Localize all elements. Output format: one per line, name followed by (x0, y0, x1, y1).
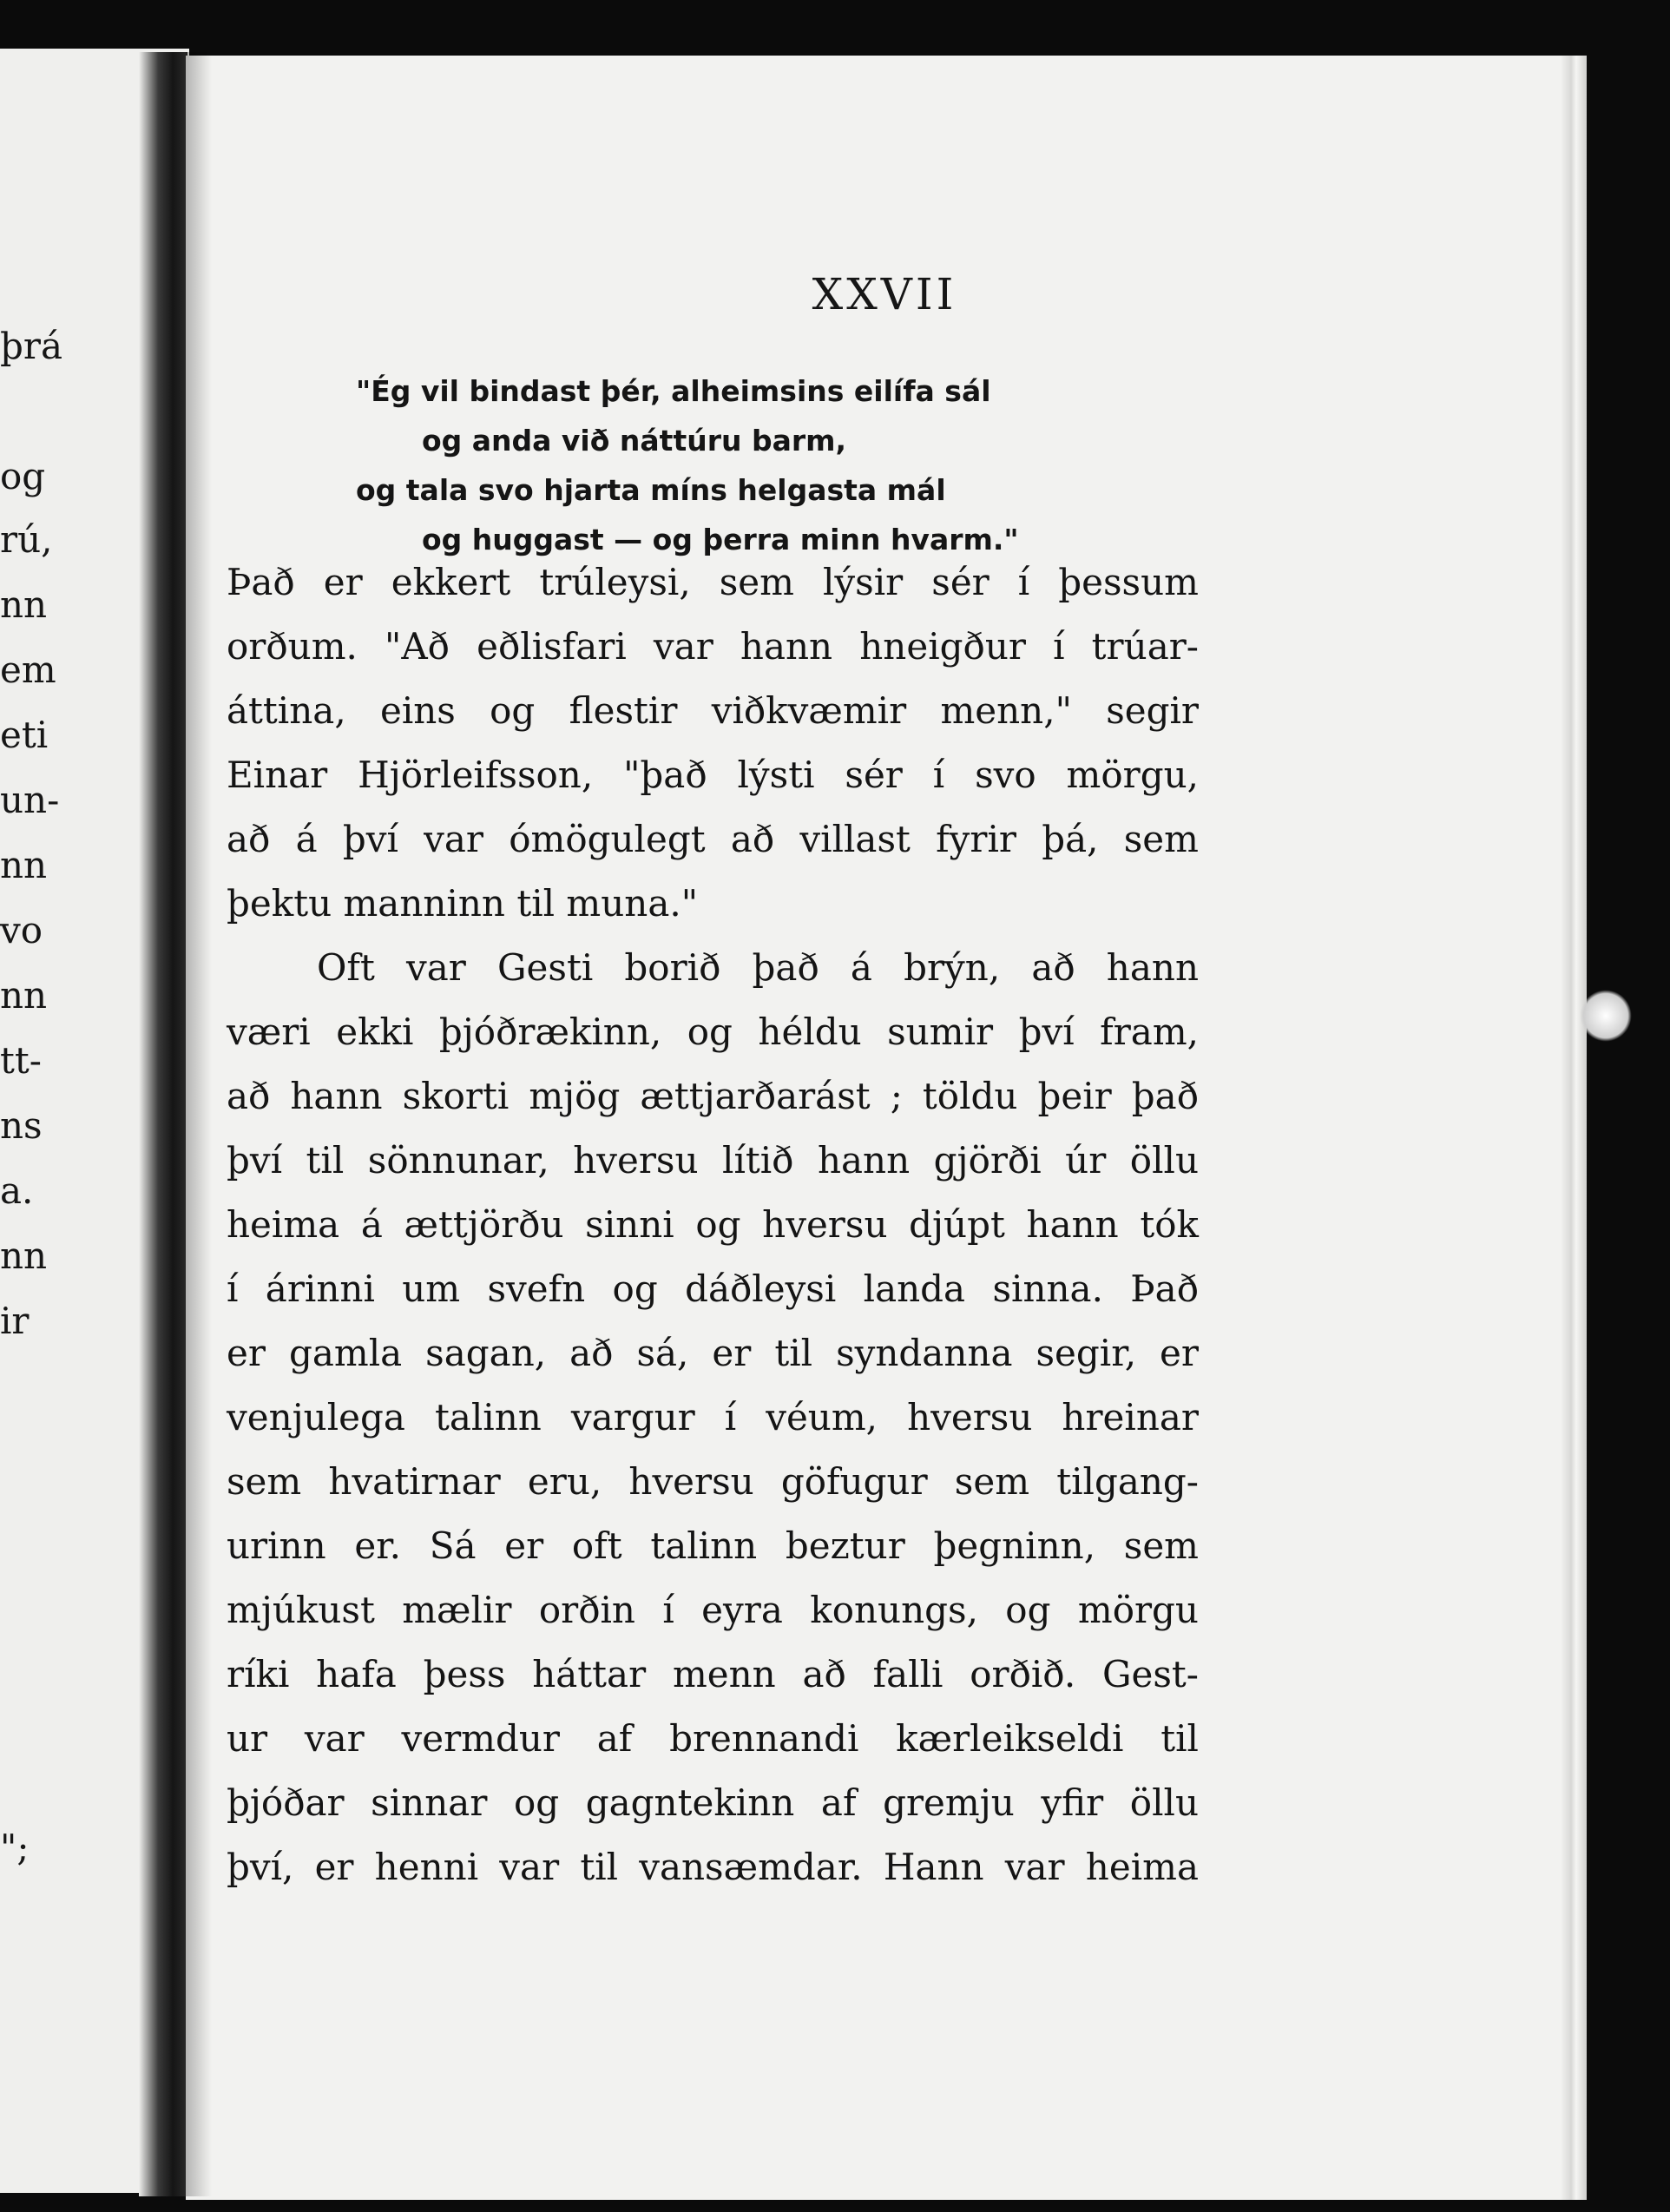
left-page-fragment: eti (0, 714, 49, 756)
book-binding-gutter (139, 52, 187, 2196)
text-line: væri ekki þjóðrækinn, og héldu sumir því fram, (227, 1011, 1199, 1053)
left-page-fragment: nn (0, 1234, 48, 1277)
text-line: venjulega talinn vargur í véum, hversu hreinar (227, 1396, 1199, 1438)
left-page-fragment: tt- (0, 1039, 42, 1082)
scan-blemish (1580, 990, 1632, 1042)
left-page-fragment: "; (0, 1827, 30, 1869)
text-line: að hann skorti mjög ættjarðarást ; töldu þeir það (227, 1075, 1199, 1117)
poem-quote (356, 366, 1224, 564)
page-edge (1561, 56, 1587, 2200)
body-text (227, 550, 1199, 1899)
text-line: Einar Hjörleifsson, "það lýsti sér í svo mörgu, (227, 754, 1199, 796)
text-line: ur var vermdur af brennandi kærleikseldi til (227, 1717, 1199, 1760)
text-line: mjúkust mælir orðin í eyra konungs, og mörgu (227, 1589, 1199, 1631)
poem-line: og anda við náttúru barm, (422, 424, 847, 458)
book-page (186, 56, 1583, 2200)
left-page-fragment: nn (0, 583, 48, 626)
left-page-fragment: nn (0, 844, 48, 886)
text-line: í árinni um svefn og dáðleysi landa sinna. Það (227, 1267, 1199, 1310)
left-page-fragment: þrá (0, 325, 63, 367)
text-line: því til sönnunar, hversu lítið hann gjörði úr öllu (227, 1139, 1199, 1182)
left-page-fragment: a. (0, 1169, 34, 1212)
gutter-shadow (186, 52, 212, 2196)
text-line: Það er ekkert trúleysi, sem lýsir sér í þessum (227, 561, 1199, 603)
text-line: áttina, eins og flestir viðkvæmir menn," segir (227, 689, 1199, 732)
text-line: heima á ættjörðu sinni og hversu djúpt hann tók (227, 1203, 1199, 1246)
text-line: því, er henni var til vansæmdar. Hann var heima (227, 1846, 1199, 1888)
text-line: ríki hafa þess háttar menn að falli orðið. Gest- (227, 1653, 1199, 1695)
left-page-fragment: un- (0, 779, 60, 821)
text-line: urinn er. Sá er oft talinn beztur þegninn, sem (227, 1524, 1199, 1567)
text-line: er gamla sagan, að sá, er til syndanna segir, er (227, 1332, 1199, 1374)
text-line: þektu manninn til muna." (227, 882, 699, 925)
left-page-fragment: vo (0, 909, 43, 951)
chapter-heading: XXVII (812, 269, 957, 319)
left-page-fragment: nn (0, 974, 48, 1017)
text-line: að á því var ómögulegt að villast fyrir þá, sem (227, 818, 1199, 860)
text-line: sem hvatirnar eru, hversu göfugur sem tilgang- (227, 1460, 1199, 1503)
poem-line: og huggast — og þerra minn hvarm." (422, 523, 1019, 556)
left-page-fragment: em (0, 648, 56, 691)
left-page-fragment: og (0, 455, 46, 497)
text-line: Oft var Gesti borið það á brýn, að hann (317, 946, 1199, 989)
poem-line: og tala svo hjarta míns helgasta mál (356, 473, 946, 507)
poem-line: "Ég vil bindast þér, alheimsins eilífa sál (356, 374, 991, 408)
text-line: þjóðar sinnar og gagntekinn af gremju yfir öllu (227, 1781, 1199, 1824)
text-line: orðum. "Að eðlisfari var hann hneigður í trúar- (227, 625, 1199, 668)
left-page-fragment: ns (0, 1104, 43, 1147)
left-page-fragment: ir (0, 1300, 30, 1342)
left-page-fragment: rú, (0, 518, 53, 561)
